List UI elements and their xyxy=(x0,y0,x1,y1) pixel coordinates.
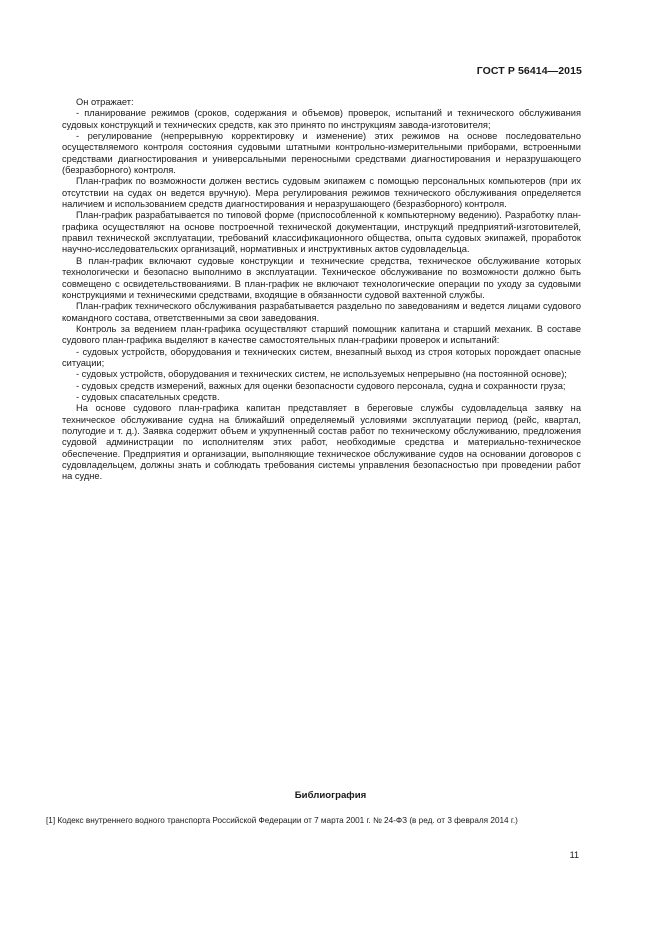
paragraph: План-график разрабатывается по типовой форме (приспособленной к компьютерному ведению). Разработку план-графика осуществляют на основе построечной технической документации, инструкций предприятий-изготовителей, правил технической эксплуатации, требований классификационного общества, опыта судовых экипажей, проработок научно-исследовательских организаций, нормативных и инструктивных актов судовладельца. xyxy=(62,210,581,255)
bibliography-title: Библиография xyxy=(294,790,367,801)
paragraph: - планирование режимов (сроков, содержания и объемов) проверок, испытаний и технического обслуживания судовых конструкций и технических средств, как это принято по инструкциям завода-изготовителя; xyxy=(62,108,581,130)
paragraph: - регулирование (непрерывную корректировку и изменение) этих режимов на основе последовательно осуществляемого контроля состояния судовыми штатными контрольно-измерительными приборами, встроенными средствами диагностирования и универсальными переносными средствами диагностирования и неразрушающего (безразборного) контроля. xyxy=(62,131,581,176)
paragraph: Он отражает: xyxy=(76,97,134,107)
bibliography-entry xyxy=(46,815,581,827)
paragraph: - судовых средств измерений, важных для оценки безопасности судового персонала, судна и сохранности груза; xyxy=(76,380,566,391)
paragraph: Контроль за ведением план-графика осуществляют старший помощник капитана и старший механик. В составе судового план-графика выделяют в качестве самостоятельных план-графики проверок и испытаний: xyxy=(62,323,581,346)
page-number: 11 xyxy=(569,850,579,860)
paragraph: План-график по возможности должен вестись судовым экипажем с помощью персональных компьютеров (при их отсутствии на судах он ведется вручную). Мера регулирования режимов технического обслуживания определяется наличием и использованием средств диагностирования и неразрушающего (безразборного) контроля. xyxy=(62,176,581,210)
paragraph: На основе судового план-графика капитан представляет в береговые службы судовладельца заявку на техническое обслуживание судна на ближайший определяемый условиями эксплуатации период (рейс, квартал, полугодие и т. д.). Заявка содержит объем и укрупненный состав работ по техническому обслуживанию, предложения судовой администрации по исполнителям этих работ, необходимые средства и материально-техническое обеспечение. Предприятия и организации, выполняющие техническое обслуживание судов на основании договоров с судовладельцем, должны знать и соблюдать требования системы управления безопасностью при проведении работ на судне. xyxy=(62,403,581,482)
bibliography-entry-text: Кодекс внутреннего водного транспорта Российской Федерации от 7 марта 2001 г. № 24-ФЗ (в ред. от 3 февраля 2014 г.) xyxy=(57,816,518,825)
bibliography-entry-number: [1] xyxy=(46,816,56,825)
body-text xyxy=(62,97,581,483)
paragraph: - судовых устройств, оборудования и технических систем, не используемых непрерывно (на постоянной основе); xyxy=(76,369,567,380)
paragraph: В план-график включают судовые конструкции и технические средства, техническое обслуживание которых технологически и безопасно выполнимо в эксплуатации. Техническое обслуживание по возможности должно быть совмещено с освидетельствованиями. В план-график не включают технологические операции по уходу за судовыми конструкциями и техническими средствами, входящие в обязанности судовой вахтенной службы. xyxy=(62,255,581,300)
paragraph: - судовых устройств, оборудования и технических систем, внезапный выход из строя которых порождает опасные ситуации; xyxy=(62,346,581,368)
paragraph: План-график технического обслуживания разрабатывается раздельно по заведованиям и ведется лицами судового командного состава, ответственными за свои заведования. xyxy=(62,301,581,323)
paragraph: - судовых спасательных средств. xyxy=(76,391,220,402)
document-code-header: ГОСТ Р 56414—2015 xyxy=(476,65,582,77)
